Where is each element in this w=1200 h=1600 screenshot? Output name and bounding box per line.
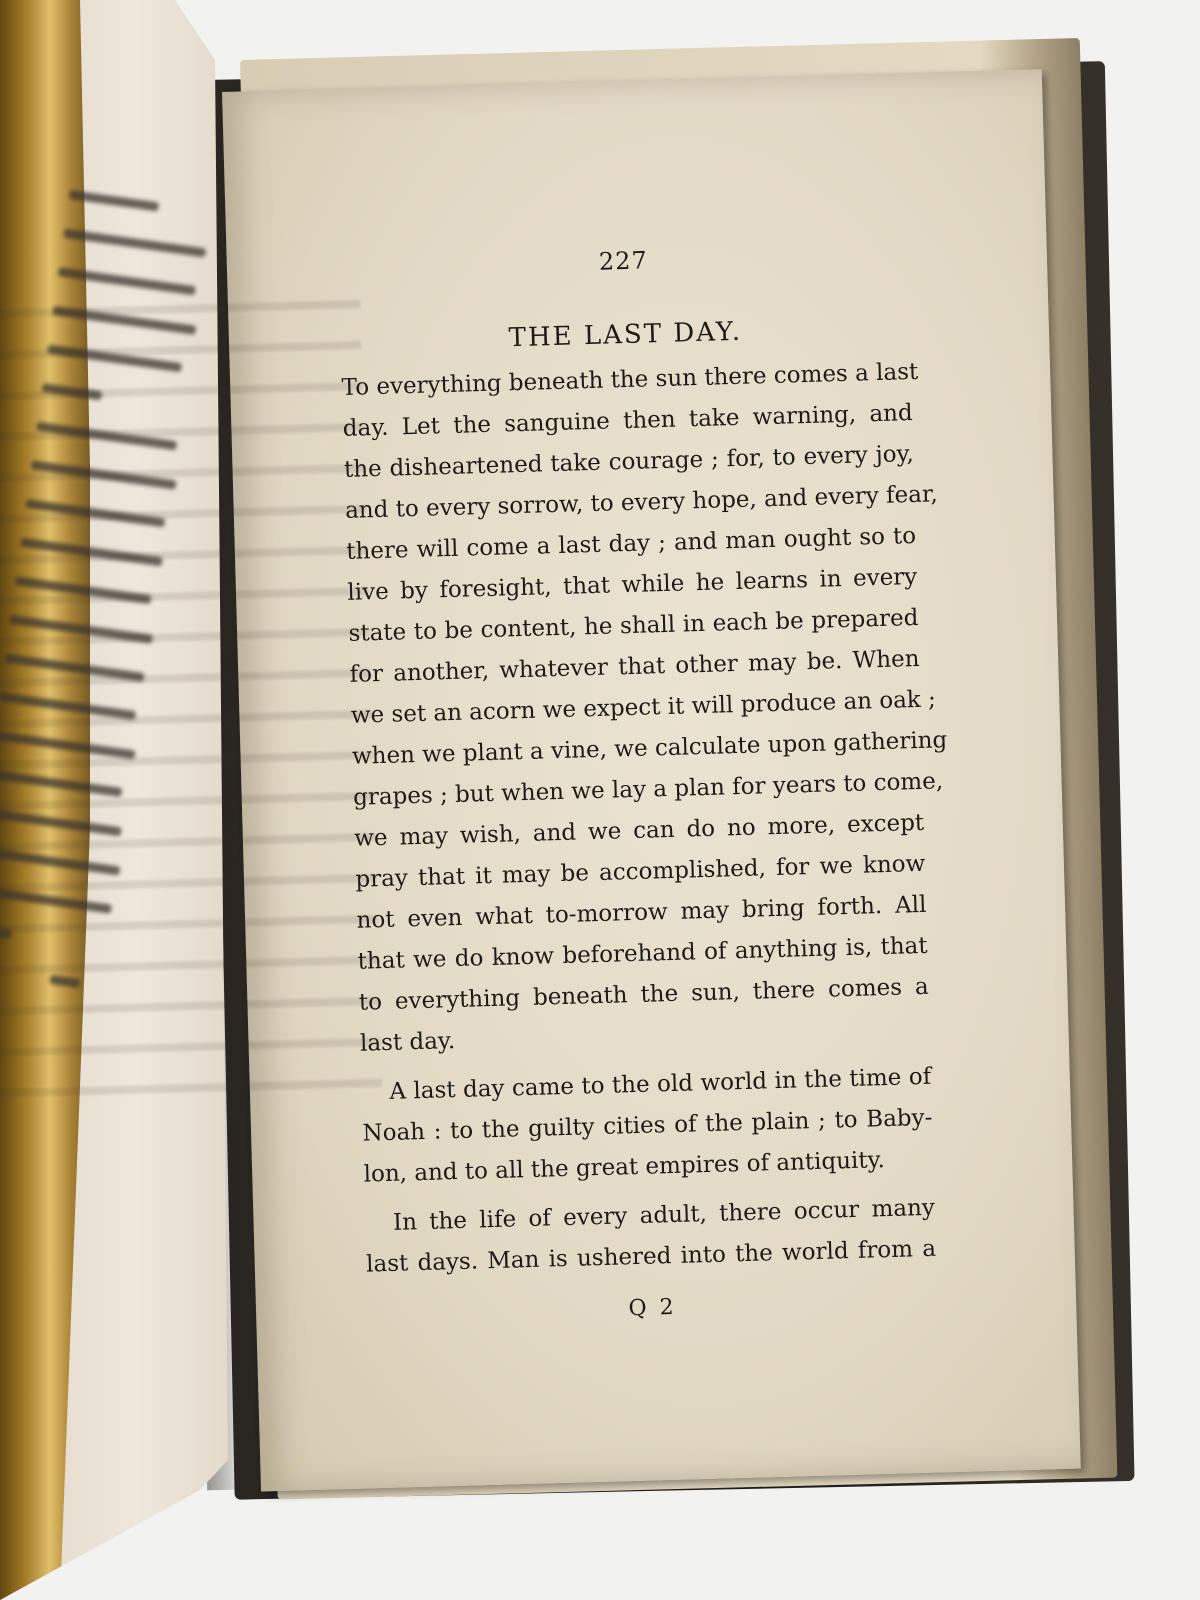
page-number: 227 [598, 246, 649, 276]
text-line: Noah : to the guilty cities of the plain ; to Baby- [362, 1104, 933, 1147]
text-line: pray that it may be accomplished, for we know [355, 850, 926, 893]
body-text [341, 352, 948, 1286]
text-line: To everything beneath the sun there comes a last [341, 358, 919, 401]
text-line: day. Let the sanguine then take warning, and [342, 400, 913, 442]
text-line: last day. [359, 1028, 456, 1057]
text-line: last days. Man is ushered into the world from a [365, 1235, 937, 1278]
text-line: we may wish, and we can do no more, except [353, 809, 925, 852]
text-line: In the life of every adult, there occur many [392, 1194, 936, 1236]
text-line: when we plant a vine, we calculate upon gathering [351, 727, 948, 770]
text-line: not even what to-morrow may bring forth. All [356, 891, 927, 934]
text-line: live by foresight, that while he learns in every [347, 563, 918, 606]
text-line: and to every sorrow, to every hope, and every fear, [344, 481, 939, 524]
text-line: we set an acorn we expect it will produce an oak ; [350, 686, 937, 729]
text-line: the disheartened take courage ; for, to every joy, [343, 441, 915, 483]
text-line: that we do know beforehand of anything is, that [357, 932, 928, 975]
show-through-text [0, 300, 383, 1135]
text-line: state to be content, he shall in each be prepared [348, 604, 919, 647]
chapter-title: THE LAST DAY. [508, 316, 743, 354]
text-line: grapes ; but when we lay a plan for years to come, [352, 768, 944, 811]
text-line: for another, whatever that other may be. When [349, 645, 920, 688]
signature-mark: Q 2 [628, 1294, 677, 1322]
printed-page-text [338, 239, 948, 1328]
text-line: there will come a last day ; and man ought so to [345, 522, 917, 565]
text-line: to everything beneath the sun, there comes a [358, 973, 930, 1016]
text-line: lon, and to all the great empires of antiquity. [363, 1147, 886, 1188]
text-line: A last day came to the old world in the time of [389, 1063, 932, 1105]
